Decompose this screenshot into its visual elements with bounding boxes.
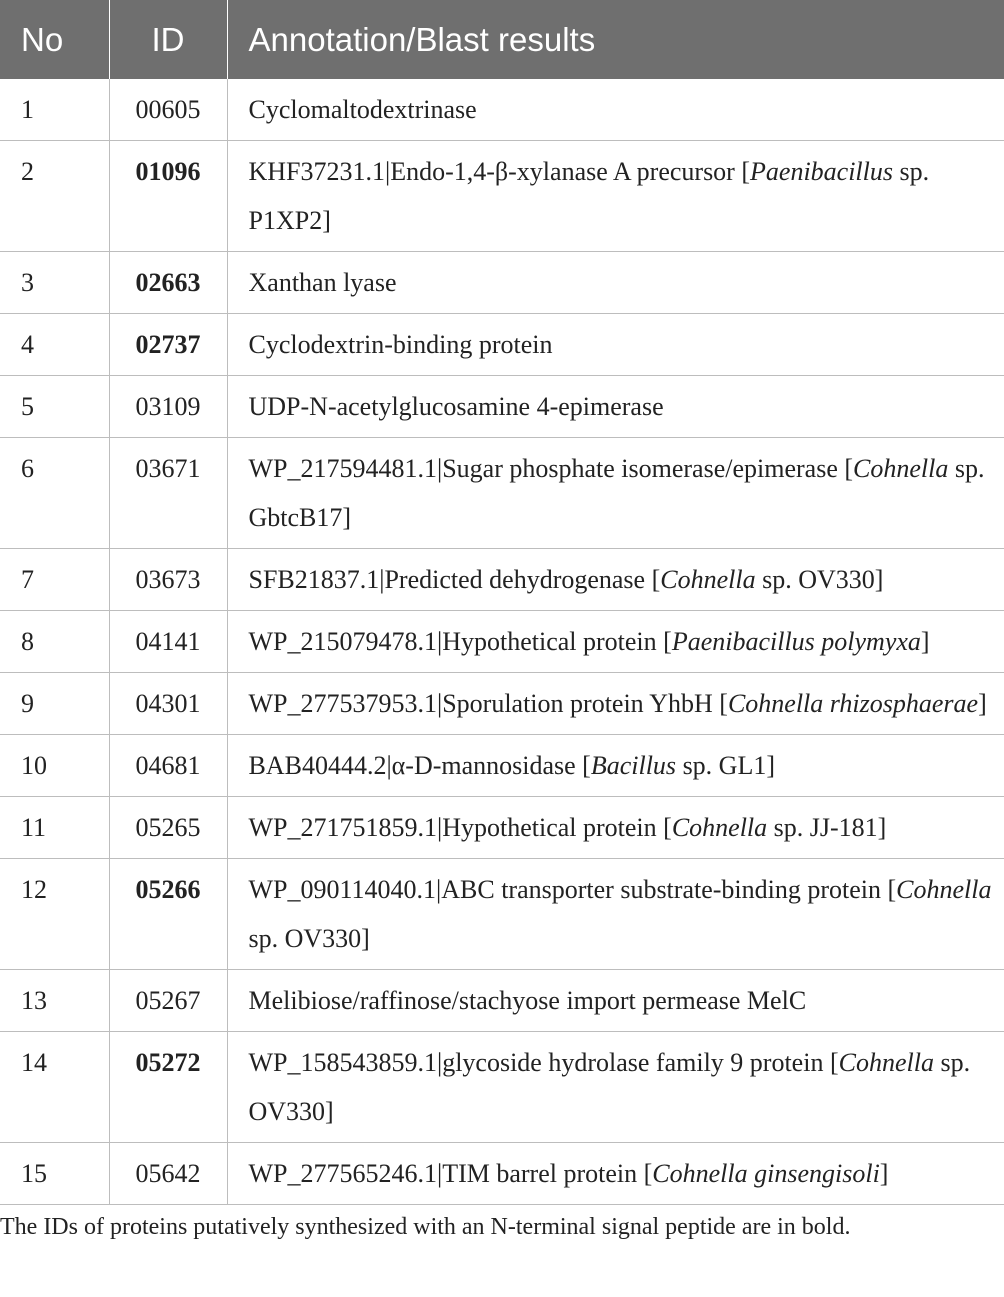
table-row [0,611,1004,673]
annotation-text: KHF37231.1|Endo-1,4-β-xylanase A precursor [ [248,157,751,186]
annotation-species: Paenibacillus polymyxa [671,627,921,656]
cell-id: 03673 [109,549,227,611]
cell-annotation [227,970,1004,1032]
annotation-text: Cyclomaltodextrinase [248,95,477,124]
cell-annotation [227,797,1004,859]
header-no: No [0,0,109,79]
cell-id: 04681 [109,735,227,797]
cell-no: 1 [0,79,109,141]
cell-id: 04301 [109,673,227,735]
header-id: ID [109,0,227,79]
cell-annotation [227,141,1004,252]
cell-id: 05266 [109,859,227,970]
table-row [0,797,1004,859]
table-row [0,314,1004,376]
cell-annotation [227,252,1004,314]
annotation-species: Cohnella ginsengisoli [652,1159,880,1188]
table-row [0,252,1004,314]
cell-annotation [227,79,1004,141]
cell-annotation [227,611,1004,673]
header-annotation: Annotation/Blast results [227,0,1004,79]
annotation-text: Cyclodextrin-binding protein [248,330,553,359]
table-row [0,673,1004,735]
table-header [0,0,1004,79]
cell-no: 14 [0,1032,109,1143]
annotation-text: SFB21837.1|Predicted dehydrogenase [ [248,565,661,594]
annotation-text: sp. GbtcB17] [248,454,985,532]
table-row [0,376,1004,438]
annotation-text: sp. OV330] [755,565,884,594]
annotation-text: WP_277537953.1|Sporulation protein YhbH [ [248,689,728,718]
cell-no: 6 [0,438,109,549]
annotation-species: Cohnella [660,565,756,594]
cell-no: 12 [0,859,109,970]
table-row [0,735,1004,797]
table-row [0,79,1004,141]
table-row [0,859,1004,970]
annotation-text: sp. GL1] [676,751,775,780]
annotation-species: Paenibacillus [750,157,893,186]
annotation-text: Melibiose/raffinose/stachyose import permease MelC [248,986,807,1015]
cell-id: 04141 [109,611,227,673]
annotation-species: Cohnella [671,813,768,842]
cell-no: 4 [0,314,109,376]
cell-annotation [227,673,1004,735]
annotation-text: WP_090114040.1|ABC transporter substrate-binding protein [ [248,875,897,904]
cell-no: 15 [0,1143,109,1205]
annotation-text: sp. OV330] [248,924,370,953]
cell-id: 05272 [109,1032,227,1143]
cell-annotation [227,1032,1004,1143]
cell-no: 7 [0,549,109,611]
cell-id: 02737 [109,314,227,376]
annotation-text: ] [978,689,987,718]
cell-annotation [227,859,1004,970]
annotation-text: sp. OV330] [248,1048,971,1126]
cell-id: 00605 [109,79,227,141]
annotation-text: sp. JJ-181] [767,813,887,842]
cell-no: 10 [0,735,109,797]
cell-id: 03671 [109,438,227,549]
annotation-text: WP_217594481.1|Sugar phosphate isomerase/epimerase [ [248,454,854,483]
cell-no: 11 [0,797,109,859]
annotation-text: WP_158543859.1|glycoside hydrolase family 9 protein [ [248,1048,839,1077]
annotation-species: Bacillus [590,751,677,780]
cell-no: 2 [0,141,109,252]
cell-annotation [227,735,1004,797]
cell-id: 05265 [109,797,227,859]
cell-no: 9 [0,673,109,735]
annotation-text: BAB40444.2|α-D-mannosidase [ [248,751,591,780]
table-footnote: The IDs of proteins putatively synthesized with an N-terminal signal peptide are in bold. [0,1214,851,1240]
table-row [0,1032,1004,1143]
annotation-species: Cohnella [853,454,949,483]
cell-no: 8 [0,611,109,673]
table-row [0,438,1004,549]
annotation-text: sp. P1XP2] [248,157,930,235]
table-row [0,141,1004,252]
annotation-text: ] [879,1159,889,1188]
annotation-text: WP_271751859.1|Hypothetical protein [ [248,813,672,842]
cell-id: 05267 [109,970,227,1032]
cell-id: 02663 [109,252,227,314]
table-row [0,1143,1004,1205]
table-row [0,549,1004,611]
cell-id: 01096 [109,141,227,252]
cell-no: 5 [0,376,109,438]
annotation-species: Cohnella [838,1048,934,1077]
annotation-text: UDP-N-acetylglucosamine 4-epimerase [248,392,664,421]
cell-no: 13 [0,970,109,1032]
annotation-text: WP_215079478.1|Hypothetical protein [ [248,627,672,656]
annotation-text: WP_277565246.1|TIM barrel protein [ [248,1159,653,1188]
cell-annotation [227,376,1004,438]
table-body [0,79,1004,1205]
table-row [0,970,1004,1032]
cell-annotation [227,314,1004,376]
annotation-text: ] [920,627,930,656]
header-row [0,0,1004,79]
annotation-species: Cohnella [896,875,992,904]
cell-annotation [227,438,1004,549]
cell-annotation [227,1143,1004,1205]
cell-no: 3 [0,252,109,314]
cell-id: 03109 [109,376,227,438]
annotation-text: Xanthan lyase [248,268,397,297]
cell-id: 05642 [109,1143,227,1205]
cell-annotation [227,549,1004,611]
annotation-species: Cohnella rhizosphaerae [727,689,979,718]
